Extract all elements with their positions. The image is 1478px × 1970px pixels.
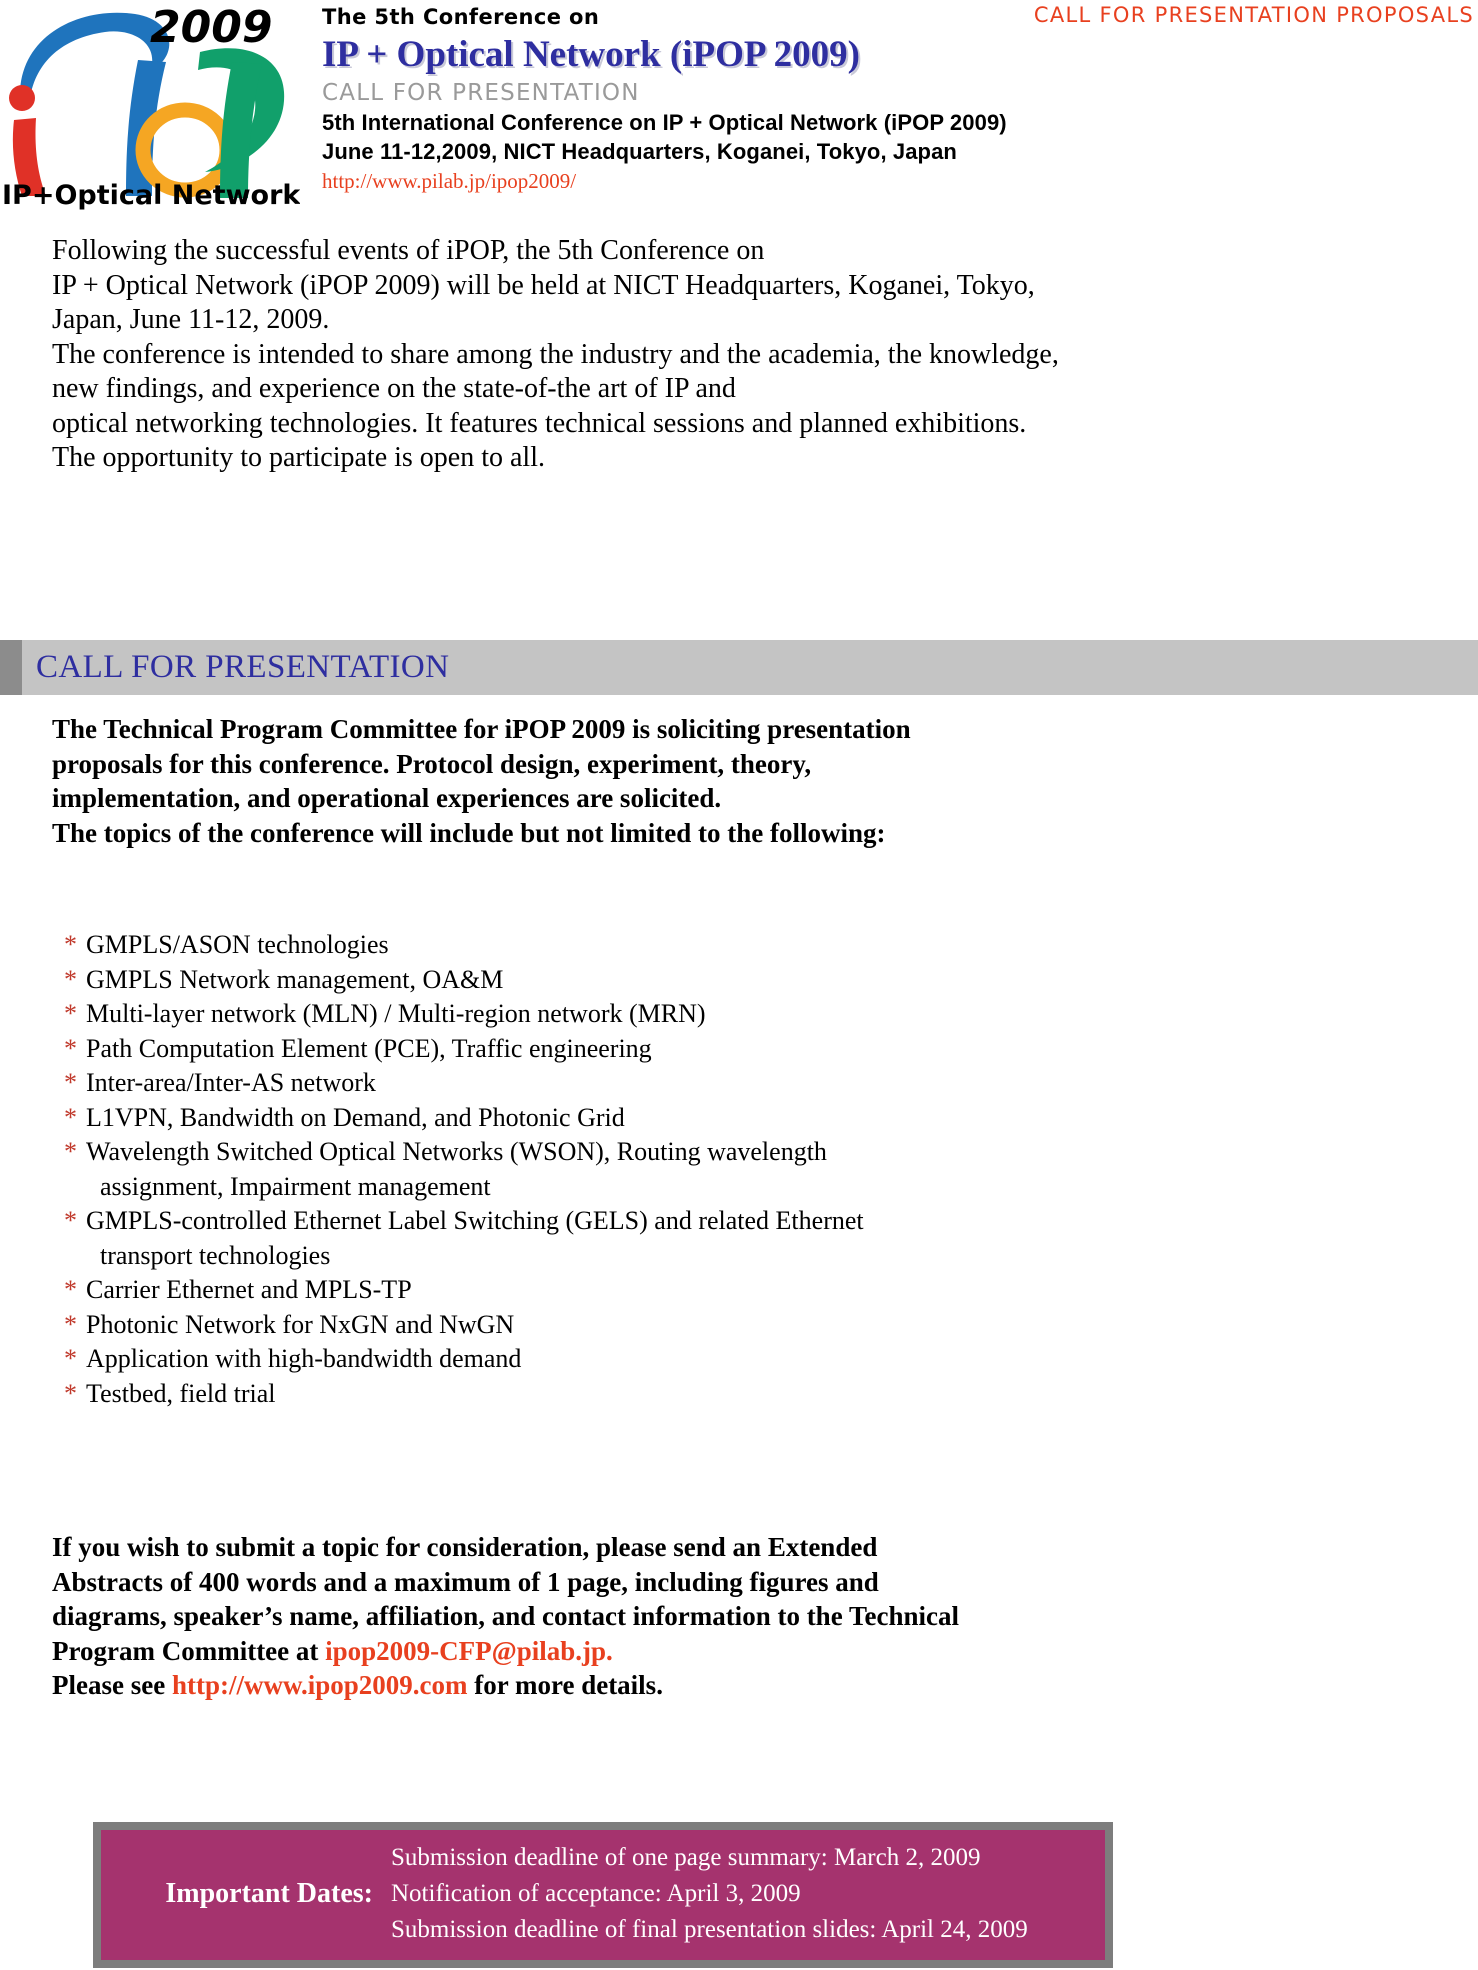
submission-line: diagrams, speaker’s name, affiliation, and contact information to the Technical (52, 1601, 959, 1631)
list-item-continuation: assignment, Impairment management (100, 1171, 491, 1201)
list-item (64, 997, 1404, 1032)
asterisk-bullet-icon: * (64, 1068, 77, 1097)
list-item (64, 963, 1404, 998)
lead-line: proposals for this conference. Protocol design, experiment, theory, (52, 748, 812, 779)
conference-url[interactable]: http://www.pilab.jp/ipop2009/ (322, 169, 577, 193)
intro-line: new findings, and experience on the state-of-the art of IP and (52, 373, 736, 404)
asterisk-bullet-icon: * (64, 1378, 77, 1408)
lead-line: implementation, and operational experiences are solicited. (52, 783, 722, 813)
asterisk-bullet-icon: * (64, 1137, 77, 1166)
important-date-entry: Submission deadline of final presentation slides: April 24, 2009 (391, 1916, 1028, 1943)
submission-line: Abstracts of 400 words and a maximum of 1 page, including figures and (52, 1566, 879, 1597)
conference-website-link[interactable]: http://www.ipop2009.com (171, 1670, 468, 1700)
list-item-label: Wavelength Switched Optical Networks (WSON), Routing wavelength (86, 1137, 827, 1166)
asterisk-bullet-icon: * (64, 999, 77, 1028)
lead-paragraph (52, 712, 1392, 850)
list-item-label: Path Computation Element (PCE), Traffic engineering (86, 1033, 652, 1063)
lead-line: The Technical Program Committee for iPOP 2009 is soliciting presentation (52, 714, 911, 744)
contact-email[interactable]: ipop2009-CFP@pilab.jp. (325, 1635, 613, 1666)
header-eyebrow: The 5th Conference on (322, 5, 600, 29)
list-item-label: Inter-area/Inter-AS network (86, 1068, 376, 1097)
list-item-label: Testbed, field trial (86, 1378, 276, 1408)
list-item-label: GMPLS Network management, OA&M (86, 964, 504, 994)
header-subtitle-gray: CALL FOR PRESENTATION (322, 80, 640, 106)
submission-line-prefix: Please see (52, 1670, 172, 1700)
intro-line: optical networking technologies. It features technical sessions and planned exhibitions. (52, 407, 1027, 439)
intro-paragraph (52, 234, 1432, 476)
list-item-label: Multi-layer network (MLN) / Multi-region network (MRN) (86, 999, 706, 1028)
list-item (64, 1204, 1404, 1239)
submission-line: If you wish to submit a topic for consideration, please send an Extended (52, 1532, 878, 1562)
submission-paragraph (52, 1530, 1412, 1703)
list-item-continuation: transport technologies (100, 1240, 331, 1270)
asterisk-bullet-icon: * (64, 964, 77, 994)
list-item-label: L1VPN, Bandwidth on Demand, and Photonic Grid (86, 1102, 625, 1132)
list-item-label: GMPLS/ASON technologies (86, 930, 389, 959)
important-dates-box (93, 1822, 1113, 1968)
important-date-entry: Submission deadline of one page summary: March 2, 2009 (391, 1844, 981, 1871)
list-item (64, 1066, 1404, 1101)
list-item-label: Photonic Network for NxGN and NwGN (86, 1309, 515, 1339)
asterisk-bullet-icon: * (64, 1275, 77, 1304)
list-item (64, 1273, 1404, 1308)
header-venue-line: June 11-12,2009, NICT Headquarters, Koganei, Tokyo, Japan (322, 139, 957, 164)
list-item (64, 1032, 1404, 1067)
list-item-label: GMPLS-controlled Ethernet Label Switching (GELS) and related Ethernet (86, 1206, 864, 1235)
intro-line: The conference is intended to share among the industry and the academia, the knowledge, (52, 338, 1059, 370)
submission-line-prefix: Program Committee at (52, 1635, 326, 1666)
important-dates-label: Important Dates: (165, 1878, 373, 1909)
list-item-label: Carrier Ethernet and MPLS-TP (86, 1275, 412, 1304)
submission-line (52, 1668, 1412, 1703)
list-item (64, 1377, 1404, 1412)
list-item (64, 1135, 1404, 1170)
topic-list (64, 928, 1404, 1411)
asterisk-bullet-icon: * (64, 1102, 77, 1132)
intro-line: Following the successful events of iPOP, the 5th Conference on (52, 235, 765, 266)
important-dates-list (391, 1840, 1105, 1948)
list-item-label: Application with high-bandwidth demand (86, 1344, 522, 1373)
list-item (64, 928, 1404, 963)
header-conference-line: 5th International Conference on IP + Optical Network (iPOP 2009) (322, 110, 1007, 135)
asterisk-bullet-icon: * (64, 1344, 77, 1373)
important-dates-inner (101, 1830, 1105, 1960)
intro-line: IP + Optical Network (iPOP 2009) will be held at NICT Headquarters, Koganei, Tokyo, (52, 269, 1035, 301)
corner-note: CALL FOR PRESENTATION PROPOSALS (1033, 3, 1474, 27)
page-title: IP + Optical Network (iPOP 2009) (322, 34, 860, 75)
important-date-entry: Notification of acceptance: April 3, 2009 (391, 1880, 801, 1907)
section-title: CALL FOR PRESENTATION (36, 649, 450, 685)
intro-line: Japan, June 11-12, 2009. (52, 304, 330, 335)
page-header (0, 0, 1478, 222)
intro-line: The opportunity to participate is open to all. (52, 442, 545, 473)
asterisk-bullet-icon: * (64, 1033, 77, 1063)
list-item (64, 1308, 1404, 1343)
asterisk-bullet-icon: * (64, 1206, 77, 1235)
list-item (64, 1101, 1404, 1136)
submission-line (52, 1634, 1412, 1669)
asterisk-bullet-icon: * (64, 930, 77, 959)
header-text-block (322, 4, 1462, 195)
logo-year: 2009 (150, 2, 273, 53)
lead-line: The topics of the conference will include but not limited to the following: (52, 817, 886, 848)
submission-line-suffix: for more details. (467, 1670, 663, 1700)
section-banner (0, 640, 1478, 695)
ipop-logo-graphic (0, 0, 300, 210)
banner-accent-bar (0, 640, 22, 695)
asterisk-bullet-icon: * (64, 1309, 77, 1339)
list-item (64, 1342, 1404, 1377)
ipop-logo (0, 0, 300, 210)
logo-wordmark: IP+Optical Network (2, 180, 300, 210)
